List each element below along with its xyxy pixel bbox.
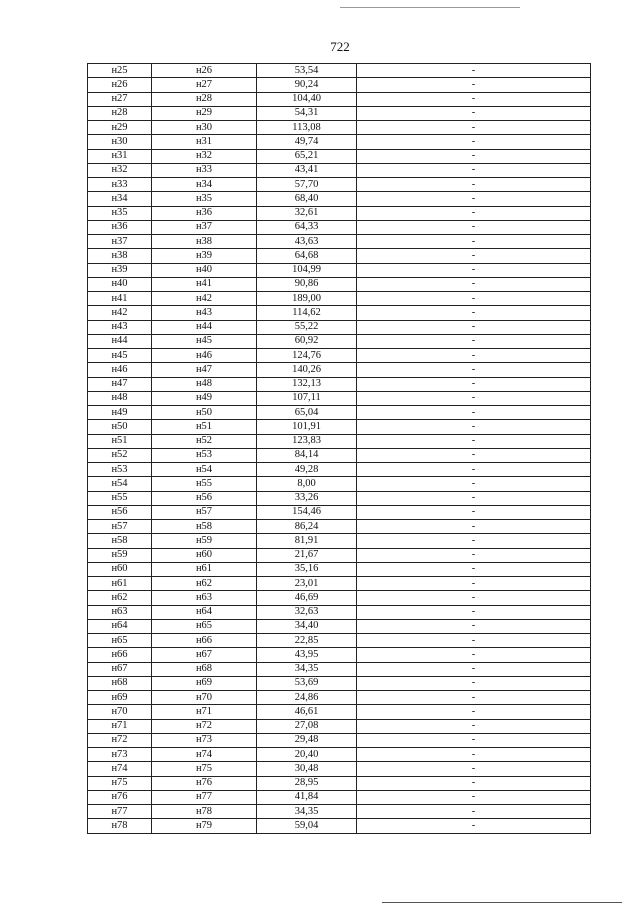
table-row — [88, 220, 591, 234]
from-point-cell: н31 — [88, 149, 152, 163]
from-point-cell: н71 — [88, 719, 152, 733]
to-point-cell: н71 — [152, 705, 257, 719]
note-cell: - — [357, 78, 591, 92]
from-point-cell: н34 — [88, 192, 152, 206]
from-point-cell: н26 — [88, 78, 152, 92]
table-row — [88, 762, 591, 776]
length-cell: 21,67 — [257, 548, 357, 562]
length-cell: 32,63 — [257, 605, 357, 619]
note-cell: - — [357, 619, 591, 633]
to-point-cell: н27 — [152, 78, 257, 92]
table-row — [88, 149, 591, 163]
table-row — [88, 235, 591, 249]
note-cell: - — [357, 762, 591, 776]
length-cell: 124,76 — [257, 349, 357, 363]
to-point-cell: н34 — [152, 178, 257, 192]
table-row — [88, 192, 591, 206]
note-cell: - — [357, 220, 591, 234]
length-cell: 27,08 — [257, 719, 357, 733]
table-row — [88, 648, 591, 662]
from-point-cell: н29 — [88, 121, 152, 135]
table-row — [88, 520, 591, 534]
to-point-cell: н43 — [152, 306, 257, 320]
to-point-cell: н57 — [152, 505, 257, 519]
note-cell: - — [357, 662, 591, 676]
boundary-segments-table — [87, 63, 591, 834]
from-point-cell: н58 — [88, 534, 152, 548]
to-point-cell: н35 — [152, 192, 257, 206]
length-cell: 24,86 — [257, 691, 357, 705]
to-point-cell: н79 — [152, 819, 257, 833]
note-cell: - — [357, 776, 591, 790]
length-cell: 53,69 — [257, 676, 357, 690]
length-cell: 20,40 — [257, 748, 357, 762]
from-point-cell: н70 — [88, 705, 152, 719]
table-row — [88, 363, 591, 377]
table-row — [88, 505, 591, 519]
note-cell: - — [357, 505, 591, 519]
top-scan-rule — [340, 7, 520, 8]
length-cell: 64,33 — [257, 220, 357, 234]
table-row — [88, 748, 591, 762]
table-row — [88, 121, 591, 135]
table-row — [88, 662, 591, 676]
note-cell: - — [357, 491, 591, 505]
to-point-cell: н46 — [152, 349, 257, 363]
table-row — [88, 790, 591, 804]
note-cell: - — [357, 334, 591, 348]
note-cell: - — [357, 149, 591, 163]
table-row — [88, 206, 591, 220]
to-point-cell: н44 — [152, 320, 257, 334]
length-cell: 34,35 — [257, 805, 357, 819]
from-point-cell: н63 — [88, 605, 152, 619]
note-cell: - — [357, 676, 591, 690]
table-row — [88, 406, 591, 420]
table-row — [88, 605, 591, 619]
to-point-cell: н45 — [152, 334, 257, 348]
note-cell: - — [357, 534, 591, 548]
length-cell: 43,95 — [257, 648, 357, 662]
to-point-cell: н51 — [152, 420, 257, 434]
note-cell: - — [357, 477, 591, 491]
note-cell: - — [357, 420, 591, 434]
length-cell: 59,04 — [257, 819, 357, 833]
from-point-cell: н44 — [88, 334, 152, 348]
table-row — [88, 420, 591, 434]
to-point-cell: н52 — [152, 434, 257, 448]
from-point-cell: н37 — [88, 235, 152, 249]
note-cell: - — [357, 178, 591, 192]
note-cell: - — [357, 64, 591, 78]
length-cell: 65,21 — [257, 149, 357, 163]
to-point-cell: н29 — [152, 106, 257, 120]
from-point-cell: н65 — [88, 634, 152, 648]
length-cell: 41,84 — [257, 790, 357, 804]
to-point-cell: н62 — [152, 577, 257, 591]
to-point-cell: н55 — [152, 477, 257, 491]
from-point-cell: н66 — [88, 648, 152, 662]
table-row — [88, 306, 591, 320]
length-cell: 57,70 — [257, 178, 357, 192]
to-point-cell: н31 — [152, 135, 257, 149]
table-row — [88, 591, 591, 605]
from-point-cell: н74 — [88, 762, 152, 776]
to-point-cell: н50 — [152, 406, 257, 420]
from-point-cell: н32 — [88, 163, 152, 177]
table-row — [88, 106, 591, 120]
to-point-cell: н38 — [152, 235, 257, 249]
length-cell: 32,61 — [257, 206, 357, 220]
table-row — [88, 249, 591, 263]
to-point-cell: н76 — [152, 776, 257, 790]
note-cell: - — [357, 406, 591, 420]
note-cell: - — [357, 591, 591, 605]
note-cell: - — [357, 448, 591, 462]
length-cell: 54,31 — [257, 106, 357, 120]
note-cell: - — [357, 292, 591, 306]
note-cell: - — [357, 349, 591, 363]
from-point-cell: н51 — [88, 434, 152, 448]
length-cell: 68,40 — [257, 192, 357, 206]
table-row — [88, 548, 591, 562]
note-cell: - — [357, 121, 591, 135]
bottom-scan-rule — [382, 902, 622, 903]
length-cell: 113,08 — [257, 121, 357, 135]
from-point-cell: н60 — [88, 562, 152, 576]
note-cell: - — [357, 548, 591, 562]
to-point-cell: н67 — [152, 648, 257, 662]
from-point-cell: н43 — [88, 320, 152, 334]
table-row — [88, 277, 591, 291]
to-point-cell: н26 — [152, 64, 257, 78]
to-point-cell: н40 — [152, 263, 257, 277]
note-cell: - — [357, 819, 591, 833]
note-cell: - — [357, 648, 591, 662]
to-point-cell: н77 — [152, 790, 257, 804]
length-cell: 43,63 — [257, 235, 357, 249]
to-point-cell: н28 — [152, 92, 257, 106]
note-cell: - — [357, 106, 591, 120]
from-point-cell: н48 — [88, 391, 152, 405]
length-cell: 8,00 — [257, 477, 357, 491]
table-row — [88, 377, 591, 391]
table-row — [88, 178, 591, 192]
table-row — [88, 776, 591, 790]
from-point-cell: н67 — [88, 662, 152, 676]
table-row — [88, 491, 591, 505]
page-number: 722 — [330, 39, 350, 54]
to-point-cell: н33 — [152, 163, 257, 177]
table-row — [88, 676, 591, 690]
from-point-cell: н68 — [88, 676, 152, 690]
note-cell: - — [357, 577, 591, 591]
note-cell: - — [357, 605, 591, 619]
from-point-cell: н78 — [88, 819, 152, 833]
table-row — [88, 263, 591, 277]
table-row — [88, 634, 591, 648]
length-cell: 104,40 — [257, 92, 357, 106]
note-cell: - — [357, 520, 591, 534]
length-cell: 64,68 — [257, 249, 357, 263]
to-point-cell: н59 — [152, 534, 257, 548]
note-cell: - — [357, 790, 591, 804]
from-point-cell: н52 — [88, 448, 152, 462]
to-point-cell: н49 — [152, 391, 257, 405]
table-row — [88, 705, 591, 719]
length-cell: 22,85 — [257, 634, 357, 648]
table-row — [88, 349, 591, 363]
length-cell: 90,24 — [257, 78, 357, 92]
length-cell: 34,35 — [257, 662, 357, 676]
from-point-cell: н77 — [88, 805, 152, 819]
from-point-cell: н54 — [88, 477, 152, 491]
table-row — [88, 819, 591, 833]
note-cell: - — [357, 391, 591, 405]
note-cell: - — [357, 705, 591, 719]
note-cell: - — [357, 691, 591, 705]
note-cell: - — [357, 135, 591, 149]
note-cell: - — [357, 249, 591, 263]
to-point-cell: н41 — [152, 277, 257, 291]
note-cell: - — [357, 805, 591, 819]
table-row — [88, 805, 591, 819]
from-point-cell: н75 — [88, 776, 152, 790]
note-cell: - — [357, 733, 591, 747]
length-cell: 30,48 — [257, 762, 357, 776]
length-cell: 101,91 — [257, 420, 357, 434]
note-cell: - — [357, 263, 591, 277]
note-cell: - — [357, 363, 591, 377]
table-row — [88, 135, 591, 149]
to-point-cell: н73 — [152, 733, 257, 747]
to-point-cell: н70 — [152, 691, 257, 705]
to-point-cell: н69 — [152, 676, 257, 690]
from-point-cell: н45 — [88, 349, 152, 363]
note-cell: - — [357, 235, 591, 249]
length-cell: 46,61 — [257, 705, 357, 719]
length-cell: 46,69 — [257, 591, 357, 605]
from-point-cell: н50 — [88, 420, 152, 434]
length-cell: 23,01 — [257, 577, 357, 591]
length-cell: 114,62 — [257, 306, 357, 320]
to-point-cell: н37 — [152, 220, 257, 234]
length-cell: 90,86 — [257, 277, 357, 291]
to-point-cell: н58 — [152, 520, 257, 534]
to-point-cell: н56 — [152, 491, 257, 505]
note-cell: - — [357, 277, 591, 291]
table-row — [88, 733, 591, 747]
length-cell: 49,74 — [257, 135, 357, 149]
length-cell: 154,46 — [257, 505, 357, 519]
table-row — [88, 434, 591, 448]
to-point-cell: н75 — [152, 762, 257, 776]
to-point-cell: н48 — [152, 377, 257, 391]
length-cell: 123,83 — [257, 434, 357, 448]
length-cell: 49,28 — [257, 463, 357, 477]
from-point-cell: н49 — [88, 406, 152, 420]
from-point-cell: н38 — [88, 249, 152, 263]
table-row — [88, 320, 591, 334]
note-cell: - — [357, 434, 591, 448]
to-point-cell: н72 — [152, 719, 257, 733]
note-cell: - — [357, 748, 591, 762]
table-row — [88, 562, 591, 576]
from-point-cell: н42 — [88, 306, 152, 320]
from-point-cell: н72 — [88, 733, 152, 747]
to-point-cell: н54 — [152, 463, 257, 477]
note-cell: - — [357, 719, 591, 733]
note-cell: - — [357, 377, 591, 391]
from-point-cell: н61 — [88, 577, 152, 591]
table-row — [88, 292, 591, 306]
length-cell: 34,40 — [257, 619, 357, 633]
note-cell: - — [357, 192, 591, 206]
from-point-cell: н41 — [88, 292, 152, 306]
length-cell: 140,26 — [257, 363, 357, 377]
to-point-cell: н60 — [152, 548, 257, 562]
from-point-cell: н73 — [88, 748, 152, 762]
table-row — [88, 477, 591, 491]
table-row — [88, 577, 591, 591]
note-cell: - — [357, 562, 591, 576]
table-row — [88, 534, 591, 548]
length-cell: 53,54 — [257, 64, 357, 78]
from-point-cell: н33 — [88, 178, 152, 192]
from-point-cell: н55 — [88, 491, 152, 505]
table-row — [88, 463, 591, 477]
table-row — [88, 719, 591, 733]
to-point-cell: н68 — [152, 662, 257, 676]
from-point-cell: н47 — [88, 377, 152, 391]
from-point-cell: н27 — [88, 92, 152, 106]
to-point-cell: н53 — [152, 448, 257, 462]
to-point-cell: н63 — [152, 591, 257, 605]
to-point-cell: н36 — [152, 206, 257, 220]
length-cell: 104,99 — [257, 263, 357, 277]
length-cell: 65,04 — [257, 406, 357, 420]
length-cell: 60,92 — [257, 334, 357, 348]
length-cell: 84,14 — [257, 448, 357, 462]
from-point-cell: н46 — [88, 363, 152, 377]
table-body — [88, 64, 591, 834]
length-cell: 81,91 — [257, 534, 357, 548]
table-row — [88, 691, 591, 705]
to-point-cell: н66 — [152, 634, 257, 648]
note-cell: - — [357, 206, 591, 220]
to-point-cell: н65 — [152, 619, 257, 633]
from-point-cell: н53 — [88, 463, 152, 477]
from-point-cell: н36 — [88, 220, 152, 234]
table-row — [88, 619, 591, 633]
from-point-cell: н64 — [88, 619, 152, 633]
from-point-cell: н25 — [88, 64, 152, 78]
length-cell: 189,00 — [257, 292, 357, 306]
from-point-cell: н56 — [88, 505, 152, 519]
note-cell: - — [357, 320, 591, 334]
to-point-cell: н42 — [152, 292, 257, 306]
length-cell: 28,95 — [257, 776, 357, 790]
to-point-cell: н74 — [152, 748, 257, 762]
length-cell: 86,24 — [257, 520, 357, 534]
from-point-cell: н69 — [88, 691, 152, 705]
from-point-cell: н40 — [88, 277, 152, 291]
from-point-cell: н76 — [88, 790, 152, 804]
length-cell: 29,48 — [257, 733, 357, 747]
to-point-cell: н47 — [152, 363, 257, 377]
to-point-cell: н78 — [152, 805, 257, 819]
length-cell: 132,13 — [257, 377, 357, 391]
length-cell: 43,41 — [257, 163, 357, 177]
table-row — [88, 78, 591, 92]
table-row — [88, 92, 591, 106]
from-point-cell: н39 — [88, 263, 152, 277]
table-row — [88, 391, 591, 405]
length-cell: 107,11 — [257, 391, 357, 405]
table-row — [88, 448, 591, 462]
to-point-cell: н32 — [152, 149, 257, 163]
to-point-cell: н39 — [152, 249, 257, 263]
length-cell: 35,16 — [257, 562, 357, 576]
table-row — [88, 64, 591, 78]
table-row — [88, 334, 591, 348]
from-point-cell: н57 — [88, 520, 152, 534]
note-cell: - — [357, 306, 591, 320]
length-cell: 55,22 — [257, 320, 357, 334]
length-cell: 33,26 — [257, 491, 357, 505]
to-point-cell: н61 — [152, 562, 257, 576]
to-point-cell: н30 — [152, 121, 257, 135]
note-cell: - — [357, 92, 591, 106]
from-point-cell: н30 — [88, 135, 152, 149]
to-point-cell: н64 — [152, 605, 257, 619]
note-cell: - — [357, 634, 591, 648]
from-point-cell: н28 — [88, 106, 152, 120]
from-point-cell: н62 — [88, 591, 152, 605]
note-cell: - — [357, 463, 591, 477]
from-point-cell: н35 — [88, 206, 152, 220]
note-cell: - — [357, 163, 591, 177]
table-row — [88, 163, 591, 177]
from-point-cell: н59 — [88, 548, 152, 562]
